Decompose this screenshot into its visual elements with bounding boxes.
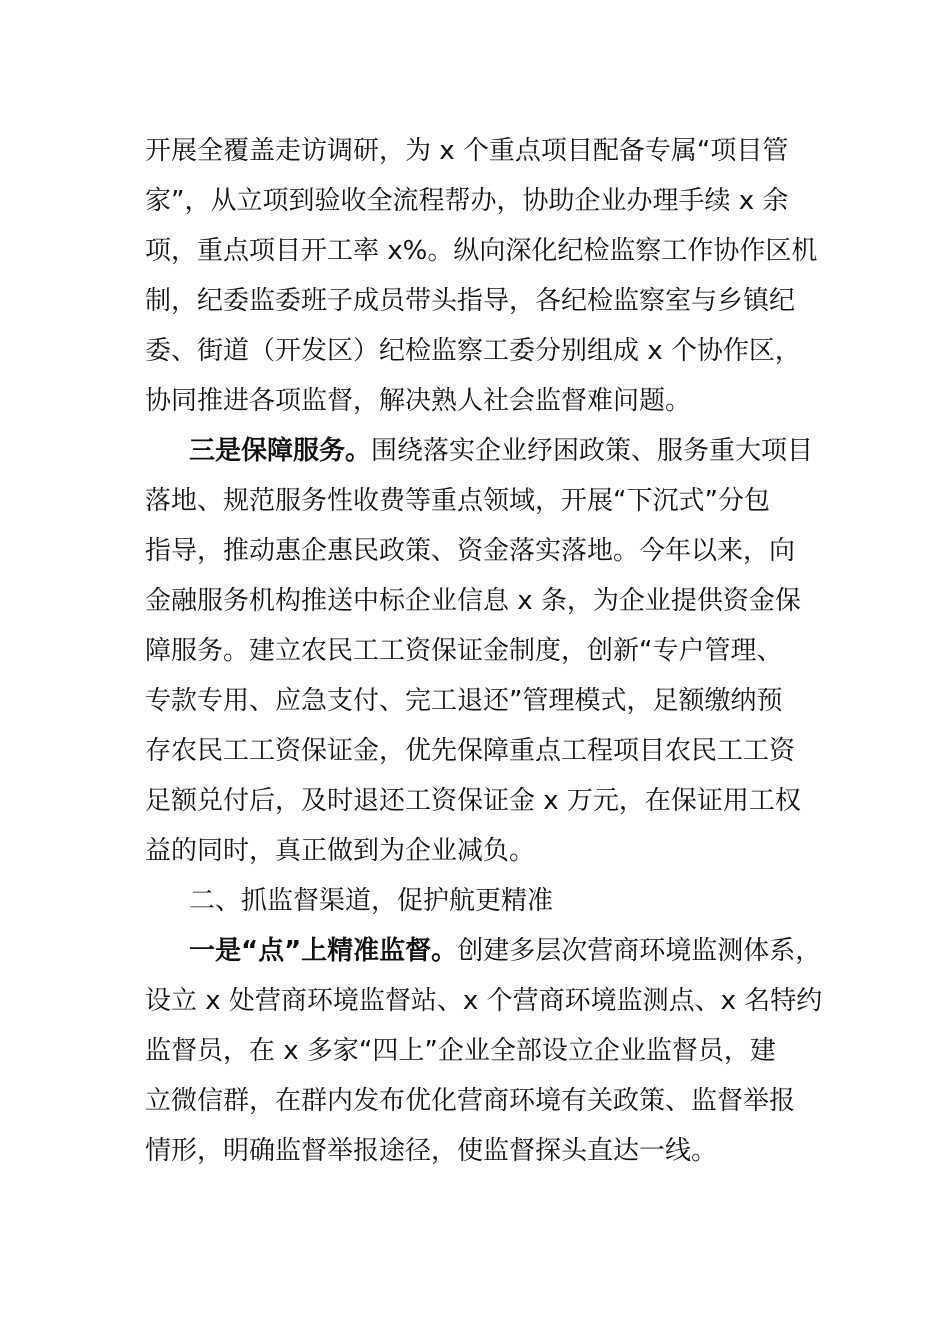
- body-line: 存农民工工资保证金，优先保障重点工程项目农民工工资: [145, 736, 796, 766]
- paragraph-text: 创建多层次营商环境监测体系，: [457, 936, 822, 966]
- document-body: [145, 126, 825, 1176]
- paragraph-heading: 一是“点”上精准监督。: [189, 936, 458, 966]
- body-line: 障服务。建立农民工工资保证金制度，创新“专户管理、: [145, 636, 783, 666]
- body-line: 委、街道（开发区）纪检监察工委分别组成 x 个协作区，: [145, 336, 801, 366]
- paragraph-first-line: [145, 926, 825, 976]
- body-line: 情形，明确监督举报途径，使监督探头直达一线。: [145, 1136, 718, 1166]
- body-line: 益的同时，真正做到为企业减负。: [145, 836, 536, 866]
- body-line: 立微信群，在群内发布优化营商环境有关政策、监督举报: [145, 1086, 796, 1116]
- body-line: 监督员，在 x 多家“四上”企业全部设立企业监督员，建: [145, 1036, 776, 1066]
- body-line: 家”，从立项到验收全流程帮办，协助企业办理手续 x 余: [145, 186, 789, 216]
- body-line: 开展全覆盖走访调研，为 x 个重点项目配备专属“项目管: [145, 136, 789, 166]
- body-line: 制，纪委监委班子成员带头指导，各纪检监察室与乡镇纪: [145, 286, 796, 316]
- paragraph-first-line: [145, 426, 825, 476]
- body-line: 指导，推动惠企惠民政策、资金落实落地。今年以来，向: [145, 536, 796, 566]
- body-line: 金融服务机构推送中标企业信息 x 条，为企业提供资金保: [145, 586, 801, 616]
- section-title: 二、抓监督渠道，促护航更精准: [189, 886, 554, 916]
- body-line: 协同推进各项监督，解决熟人社会监督难问题。: [145, 386, 692, 416]
- paragraph-text: 围绕落实企业纾困政策、服务重大项目: [371, 436, 814, 466]
- body-line: 设立 x 处营商环境监督站、x 个营商环境监测点、x 名特约: [145, 986, 823, 1016]
- body-line: 专款专用、应急支付、完工退还”管理模式，足额缴纳预: [145, 686, 783, 716]
- body-line: 足额兑付后，及时退还工资保证金 x 万元，在保证用工权: [145, 786, 801, 816]
- paragraph-heading: 三是保障服务。: [189, 436, 372, 466]
- body-line: 项，重点项目开工率 x%。纵向深化纪检监察工作协作区机: [145, 236, 818, 266]
- body-line: 落地、规范服务性收费等重点领域，开展“下沉式”分包: [145, 486, 770, 516]
